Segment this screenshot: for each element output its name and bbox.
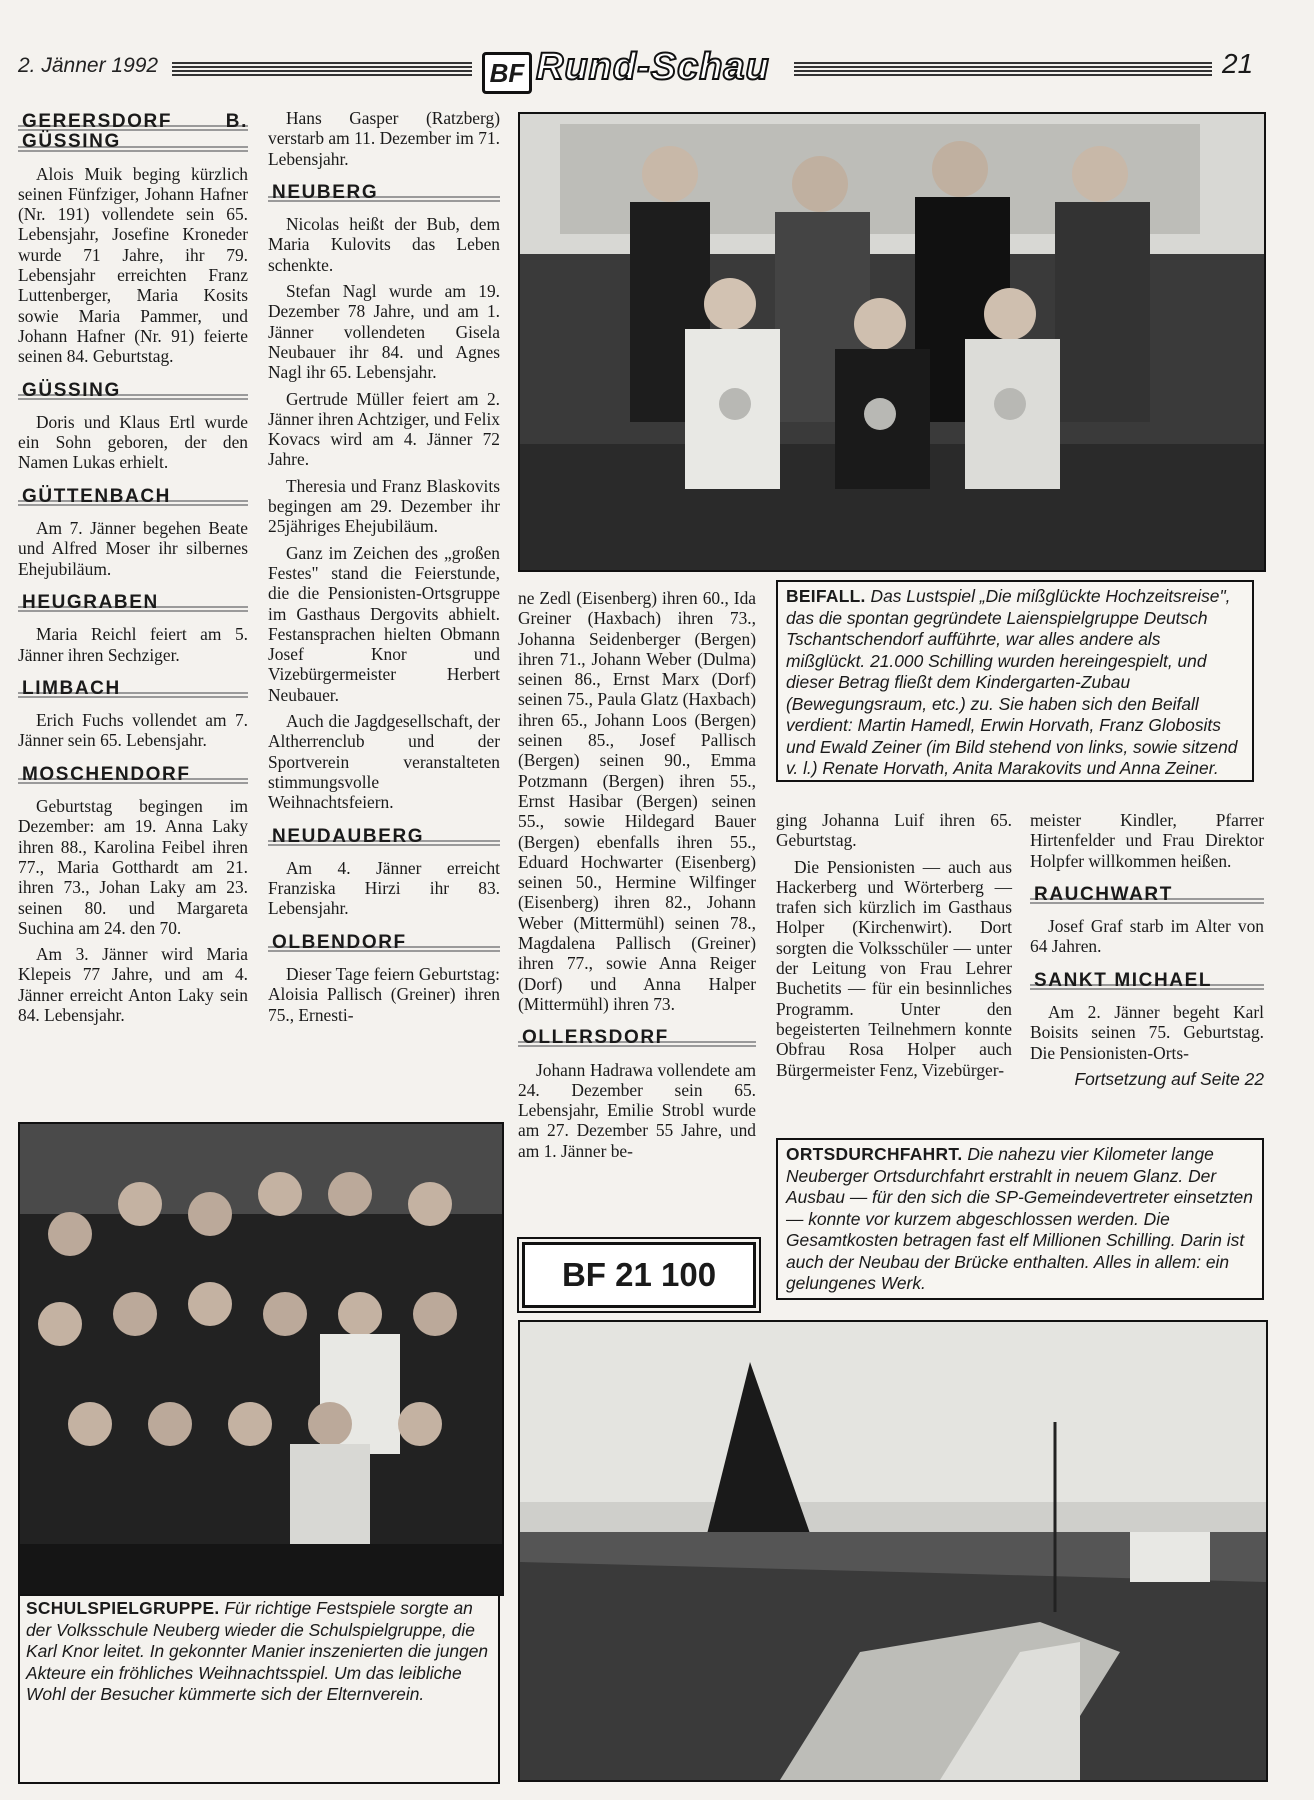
article-paragraph: Am 2. Jänner begeht Karl Boisits seinen 75. Geburtstag. Die Pensionisten-Orts- (1030, 1002, 1264, 1063)
header-rule-right (794, 62, 1212, 78)
page-number: 21 (1222, 48, 1254, 79)
school-play-photo (18, 1122, 504, 1596)
bf-logo: BF (482, 52, 532, 94)
issue-date: 2. Jänner 1992 (18, 54, 159, 77)
article-paragraph: meister Kindler, Pfarrer Hirtenfelder und Frau Direktor Holpfer willkommen heißen. (1030, 810, 1264, 871)
theatre-group-photo (520, 114, 1264, 570)
section-heading: OLBENDORF (268, 931, 500, 956)
article-paragraph: Die Pensionisten — auch aus Hackerberg und Wörterberg — trafen sich kürzlich im Gasthaus Holper (Kirchenwirt). Dort sorgten die Volksschüler — unter der Leitung von Frau Lehrer Buchetits — für ein besinnliches Programm. Unter den begeisterten Teilnehmern konnte Obfrau Rosa Holper auch Bürgermeister Fenz, Vizebürger- (776, 856, 1012, 1080)
article-paragraph: Erich Fuchs vollendet am 7. Jänner sein 65. Lebensjahr. (18, 710, 248, 751)
caption-text: Das Lustspiel „Die mißglückte Hochzeitsreise", das die spontan gegründete Laienspielgruppe Deutsch Tschantschendorf aufführte, war alles andere als mißglückt. 21.000 Schilling wurden hereingespielt, und dieser Betrag fließt dem Kindergarten-Zubau (Bewegungsraum, etc.) zu. Sie haben sich den Beifall verdient: Martin Hamedl, Erwin Horvath, Franz Globosits und Ewald Zeiner (im Bild stehend von links, sowie sitzend v. l.) Renate Horvath, Anita Marakovits und Anna Zeiner. (786, 586, 1238, 778)
section-heading: RAUCHWART (1030, 883, 1264, 908)
road-photo (518, 1320, 1268, 1782)
article-paragraph: Am 4. Jänner erreicht Franziska Hirzi ihr 83. Lebensjahr. (268, 857, 500, 919)
column-2 (268, 108, 500, 1031)
section-heading: SANKT MICHAEL (1030, 969, 1264, 994)
section-heading: MOSCHENDORF (18, 763, 248, 788)
masthead-title: Rund-Schau (536, 46, 770, 88)
bridge-road-photo (520, 1322, 1266, 1780)
article-paragraph: Josef Graf starb im Alter von 64 Jahren. (1030, 916, 1264, 957)
article-paragraph: ne Zedl (Eisenberg) ihren 60., Ida Greiner (Haxbach) ihren 73., Johanna Seidenberger (Bergen) ihren 71., Johann Weber (Dulma) seinen 86., Ernst Marx (Dorf) seinen 75., Paula Glatz (Haxbach) ihren 65., Johann Loos (Bergen) seinen 85., Josef Pallisch (Bergen) seinen 90., Emma Potzmann (Bergen) ihren 55., Ernst Hasibar (Bergen) seinen 55., sowie Hildegard Bauer (Bergen) ebenfalls ihren 55., Eduard Hochwarter (Eisenberg) seinen 50., Hermine Wilfinger (Eisenberg) ihren 82., Johann Weber (Mittermühl) seinen 78., Magdalena Pallisch (Greiner) ihren 77., sowie Anna Reiger (Dorf) und Anna Halper (Mittermühl) ihren 73. (518, 588, 756, 1014)
beifall-photo (518, 112, 1266, 572)
article-paragraph: Johann Hadrawa vollendete am 24. Dezember sein 65. Lebensjahr, Emilie Strobl wurde am 27. Dezember 55 Jahre, und am 1. Jänner be- (518, 1059, 756, 1161)
beifall-caption (776, 580, 1254, 782)
article-paragraph: Nicolas heißt der Bub, dem Maria Kulovits das Leben schenkte. (268, 214, 500, 275)
column-4 (776, 810, 1012, 1086)
column-1 (18, 110, 248, 1031)
article-paragraph: Dieser Tage feiern Geburtstag: Aloisia Pallisch (Greiner) ihren 75., Ernesti- (268, 963, 500, 1025)
article-paragraph: Am 7. Jänner begehen Beate und Alfred Moser ihr silbernes Ehejubiläum. (18, 518, 248, 579)
section-heading: GÜTTENBACH (18, 485, 248, 510)
section-heading: OLLERSDORF (518, 1026, 756, 1051)
postal-code-box: BF 21 100 (522, 1242, 756, 1308)
article-paragraph: Alois Muik beging kürzlich seinen Fünfziger, Johann Hafner (Nr. 191) vollendete sein 65. Lebensjahr, Josefine Kroneder wurde 71 Jahre, ihr 79. Lebensjahr erreichten Franz Luttenberger, Maria Kosits sowie Maria Pammer, und Johann Hafner (Nr. 91) feierte seinen 84. Geburtstag. (18, 163, 248, 367)
article-paragraph: ging Johanna Luif ihren 65. Geburtstag. (776, 810, 1012, 851)
header-rule-left (172, 62, 472, 78)
caption-lead: ORTSDURCHFAHRT. (786, 1144, 963, 1164)
article-paragraph: Gertrude Müller feiert am 2. Jänner ihren Achtziger, und Felix Kovacs wird am 4. Jänner 72 Jahre. (268, 388, 500, 470)
section-heading: NEUBERG (268, 181, 500, 206)
article-paragraph: Am 3. Jänner wird Maria Klepeis 77 Jahre, und am 4. Jänner erreicht Anton Laky sein 84. Lebensjahr. (18, 944, 248, 1025)
article-paragraph: Maria Reichl feiert am 5. Jänner ihren Sechziger. (18, 624, 248, 665)
article-paragraph: Hans Gasper (Ratzberg) verstarb am 11. Dezember im 71. Lebensjahr. (268, 108, 500, 169)
column-3 (518, 588, 756, 1167)
school-play-caption (18, 1596, 500, 1784)
caption-lead: BEIFALL. (786, 586, 866, 606)
column-5 (1030, 810, 1264, 1089)
continued-note: Fortsetzung auf Seite 22 (1074, 1068, 1264, 1089)
section-heading: NEUDAUBERG (268, 825, 500, 850)
children-group-photo (20, 1124, 502, 1594)
article-paragraph: Stefan Nagl wurde am 19. Dezember 78 Jahre, und am 1. Jänner vollendeten Gisela Neubauer ihr 84. und Agnes Nagl ihr 65. Lebensjahr. (268, 281, 500, 383)
caption-text: Die nahezu vier Kilometer lange Neuberger Ortsdurchfahrt erstrahlt in neuem Glanz. Der Ausbau — für den sich die SP-Gemeindevertreter einsetzten — konnte vor kurzem abgeschlossen werden. Die Gesamtkosten betragen fast elf Millionen Schilling. Darin ist auch der Neubau der Brücke enthalten. Alles in allem: ein gelungenes Werk. (786, 1144, 1253, 1293)
ortsdurchfahrt-caption (776, 1138, 1264, 1300)
article-paragraph: Auch die Jagdgesellschaft, der Altherrenclub und der Sportverein veranstalteten stimmungsvolle Weihnachtsfeiern. (268, 711, 500, 813)
article-paragraph: Doris und Klaus Ertl wurde ein Sohn geboren, der den Namen Lukas erhielt. (18, 411, 248, 473)
article-paragraph: Ganz im Zeichen des „großen Festes" stand die Feierstunde, die die Pensionisten-Ortsgruppe im Gasthaus Dergovits abhielt. Festansprachen hielten Obmann Josef Knor und Vizebürgermeister Herbert Neubauer. (268, 542, 500, 705)
caption-lead: SCHULSPIELGRUPPE. (26, 1598, 220, 1618)
section-heading: HEUGRABEN (18, 591, 248, 616)
article-paragraph: Theresia und Franz Blaskovits begingen am 29. Dezember ihr 25jähriges Ehejubiläum. (268, 475, 500, 537)
section-heading: LIMBACH (18, 677, 248, 702)
section-heading: GERERSDORF B. GÜSSING (18, 110, 248, 156)
section-heading: GÜSSING (18, 379, 248, 404)
caption-text: Für richtige Festspiele sorgte an der Volksschule Neuberg wieder die Schulspielgruppe, die Karl Knor leitet. In gekonnter Manier inszenierten die jungen Akteure ein fröhliches Weihnachtsspiel. Um das leibliche Wohl der Besucher kümmerte sich der Elternverein. (26, 1598, 489, 1704)
article-paragraph: Geburtstag begingen im Dezember: am 19. Anna Laky ihren 88., Karolina Feibel ihren 77., Maria Gotthardt am 21. ihren 73., Johan Laky am 23. seinen 80. und Margareta Suchina am 24. den 70. (18, 796, 248, 938)
